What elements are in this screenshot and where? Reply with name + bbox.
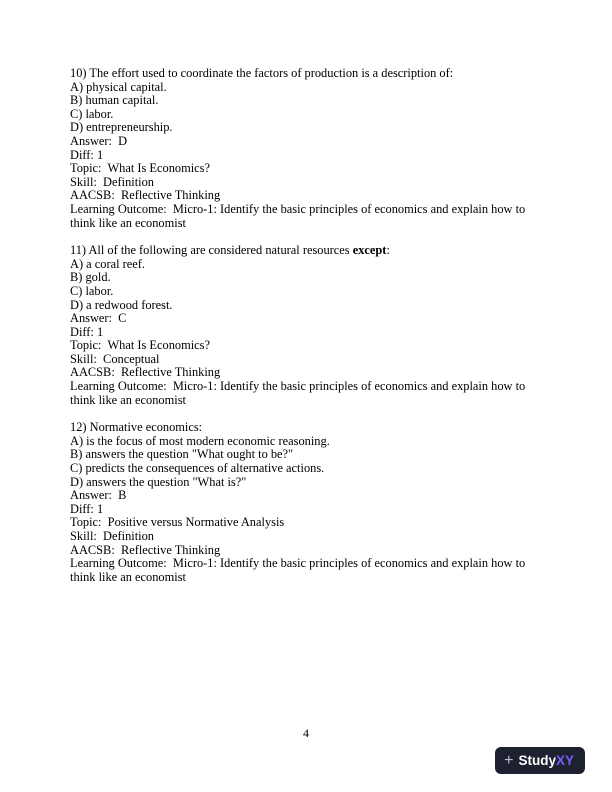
answer-option-a: A) is the focus of most modern economic reasoning.: [70, 433, 330, 448]
stem-text: 10) The effort used to coordinate the factors of production is a description of:: [70, 66, 454, 80]
answer-option-c: C) labor.: [70, 106, 114, 121]
aacsb-line: AACSB: Reflective Thinking: [70, 365, 221, 380]
answer-option-b: B) human capital.: [70, 93, 159, 108]
logo-brand-text: [518, 754, 574, 768]
skill-line: Skill: Definition: [70, 174, 154, 189]
question-block: [70, 67, 548, 230]
page-content: [70, 67, 548, 598]
question-stem: [70, 67, 548, 81]
learning-outcome-line: Learning Outcome: Micro-1: Identify the basic principles of economics and explain how to think like an economist: [70, 556, 529, 584]
answer-option-c: C) labor.: [70, 283, 114, 298]
skill-line: Skill: Definition: [70, 529, 154, 543]
answer-option-b: B) gold.: [70, 270, 111, 285]
logo-brand-prefix: Study: [518, 752, 556, 768]
answer-option-a: A) a coral reef.: [70, 256, 145, 271]
topic-line: Topic: What Is Economics?: [70, 338, 210, 353]
answer-option-d: D) answers the question "What is?": [70, 474, 247, 489]
stem-suffix-text: :: [386, 243, 390, 258]
answer-option-d: D) entrepreneurship.: [70, 120, 173, 135]
diff-line: Diff: 1: [70, 501, 104, 516]
topic-line: Topic: Positive versus Normative Analysis: [70, 515, 285, 530]
answer-option-d: D) a redwood forest.: [70, 297, 173, 312]
diff-line: Diff: 1: [70, 324, 104, 339]
logo-brand-suffix: XY: [555, 752, 574, 768]
answer-option-b: B) answers the question "What ought to be?": [70, 447, 294, 462]
stem-text: 12) Normative economics:: [70, 420, 203, 435]
answer-line: Answer: C: [70, 311, 127, 326]
answer-line: Answer: D: [70, 133, 128, 148]
aacsb-line: AACSB: Reflective Thinking: [70, 542, 221, 557]
question-stem: [70, 421, 548, 435]
learning-outcome-line: Learning Outcome: Micro-1: Identify the basic principles of economics and explain how to think like an economist: [70, 201, 529, 230]
stem-bold-text: except: [352, 243, 387, 258]
page-number: 4: [303, 726, 309, 740]
question-block: [70, 421, 548, 584]
answer-option-a: A) physical capital.: [70, 79, 167, 94]
topic-line: Topic: What Is Economics?: [70, 161, 210, 176]
studyxy-logo[interactable]: [495, 747, 585, 774]
question-block: [70, 244, 548, 407]
answer-option-c: C) predicts the consequences of alternative actions.: [70, 461, 325, 476]
answer-line: Answer: B: [70, 488, 127, 503]
aacsb-line: AACSB: Reflective Thinking: [70, 188, 221, 203]
learning-outcome-line: Learning Outcome: Micro-1: Identify the basic principles of economics and explain how to think like an economist: [70, 379, 529, 407]
question-stem: [70, 244, 548, 258]
diff-line: Diff: 1: [70, 147, 104, 162]
skill-line: Skill: Conceptual: [70, 351, 160, 366]
plus-icon: +: [504, 751, 514, 769]
stem-text: 11) All of the following are considered natural resources: [70, 243, 353, 258]
